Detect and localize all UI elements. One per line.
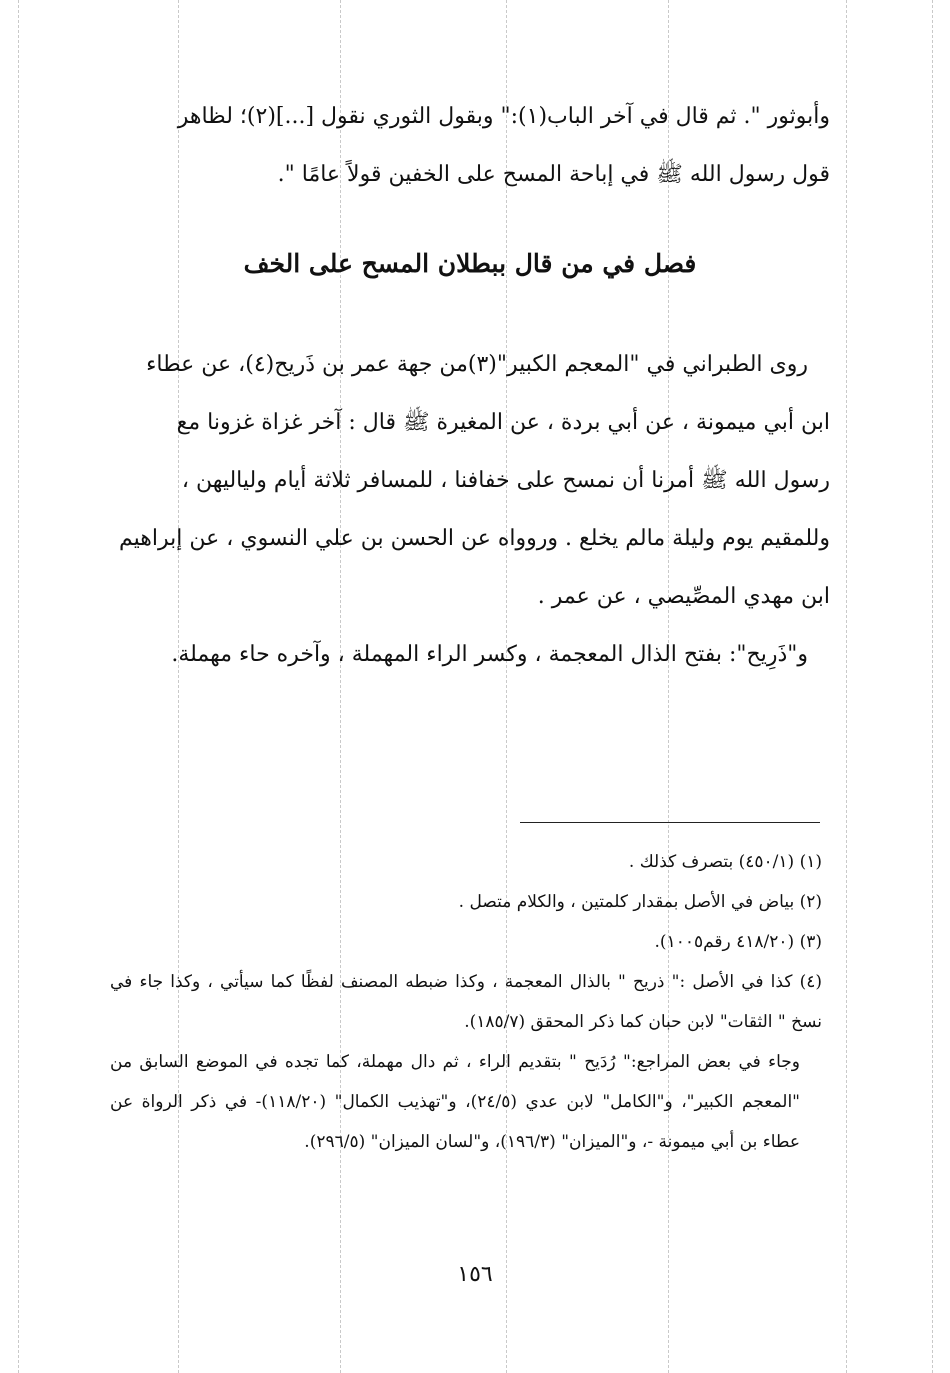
footnote-3: (٣) (٤١٨/٢٠ رقم١٠٠٥). xyxy=(654,932,822,952)
text-line: قول رسول الله ﷺ في إباحة المسح على الخفين قولاً عامًا ". xyxy=(277,162,830,187)
text-line: ابن مهدي المصِّيصي ، عن عمر . xyxy=(537,584,830,609)
section-heading: فصل في من قال ببطلان المسح على الخف xyxy=(243,249,697,278)
text-line: ابن أبي ميمونة ، عن أبي بردة ، عن المغيرة ﷺ قال : آخر غزاة غزونا مع xyxy=(176,410,830,435)
footnote-divider xyxy=(520,822,820,823)
note-paragraph: و"ذَرِيح": بفتح الذال المعجمة ، وكسر الراء المهملة ، وآخره حاء مهملة. xyxy=(171,642,808,667)
page-body xyxy=(110,88,830,684)
footnotes xyxy=(110,842,822,1162)
top-paragraph xyxy=(110,88,830,204)
text-line: رسول الله ﷺ أمرنا أن نمسح على خفافنا ، للمسافر ثلاثة أيام ولياليهن ، xyxy=(181,468,830,493)
text-line: روى الطبراني في "المعجم الكبير"(٣)من جهة عمر بن ذَريح(٤)، عن عطاء xyxy=(146,352,808,377)
scan-guide-line xyxy=(18,0,19,1373)
scan-guide-line xyxy=(846,0,847,1373)
text-line: وأبوثور ". ثم قال في آخر الباب(١):" وبقول الثوري نقول [...](٢)؛ لظاهر xyxy=(177,104,830,129)
body-paragraph xyxy=(110,336,830,626)
footnote-4: (٤) كذا في الأصل :" ذريح " بالذال المعجمة ، وكذا ضبطه المصنف لفظًا كما سيأتي ، وكذا جاء في نسخ " الثقات" لابن حبان كما ذكر المحقق (١٨٥/٧). xyxy=(110,972,822,1032)
scan-guide-line xyxy=(932,0,933,1373)
footnote-2: (٢) بياض في الأصل بمقدار كلمتين ، والكلام متصل . xyxy=(458,892,822,912)
footnote-4-continuation: وجاء في بعض المراجع:" رُدَيح " بتقديم الراء ، ثم دال مهملة، كما تجده في الموضع السابق من "المعجم الكبير"، و"الكامل" لابن عدي (٢٤/٥)، و"تهذيب الكمال" (١١٨/٢٠)- في ذكر الرواة عن عطاء بن أبي ميمونة -، و"الميزان" (١٩٦/٣)، و"لسان الميزان" (٢٩٦/٥). xyxy=(110,1052,800,1152)
footnote-1: (١) (٤٥٠/١) بتصرف كذلك . xyxy=(628,852,822,872)
text-line: وللمقيم يوم وليلة مالم يخلع . وروواه عن الحسن بن علي النسوي ، عن إبراهيم xyxy=(119,526,830,551)
page-number: ١٥٦ xyxy=(457,1262,493,1287)
